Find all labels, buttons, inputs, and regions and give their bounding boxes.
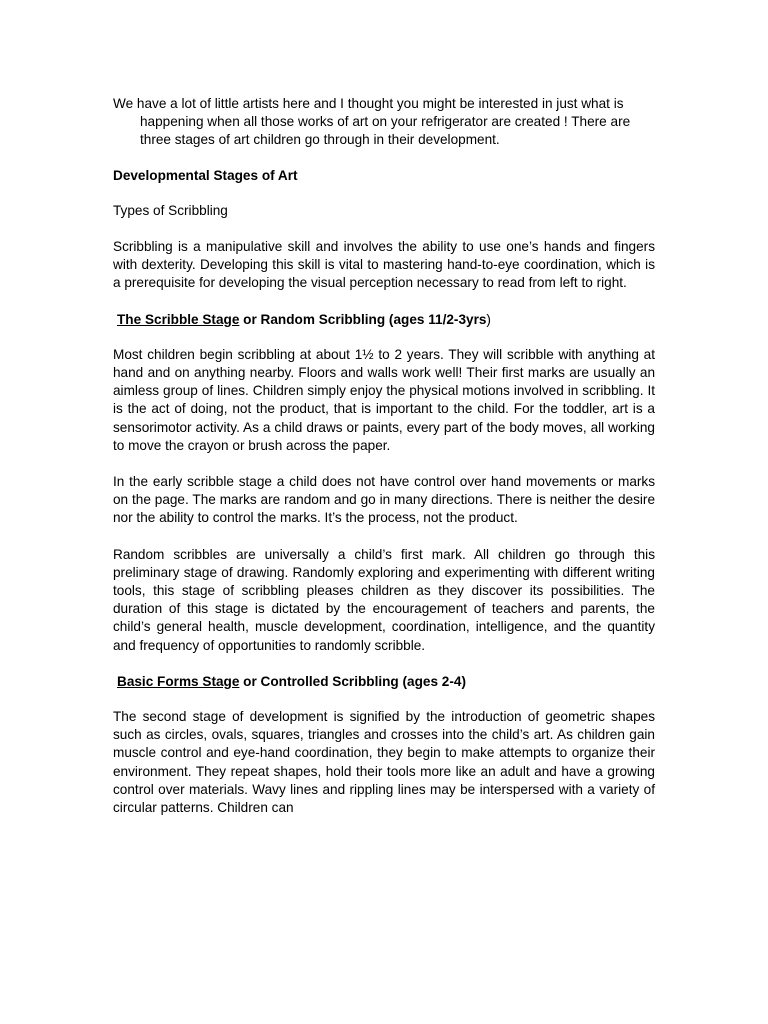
stage1-heading-rest: or Random Scribbling (ages 11/2-3yrs bbox=[239, 311, 487, 327]
stage2-heading bbox=[113, 673, 655, 691]
stage1-paragraph-3: Random scribbles are universally a child’s first mark. All children go through this preliminary stage of drawing. Randomly exploring and experimenting with different writing tools, this stage of scribbling pleases children as they discover its possibilities. The duration of this stage is dictated by the encouragement of teachers and parents, the child’s general health, muscle development, coordination, intelligence, and the quantity and frequency of opportunities to randomly scribble. bbox=[113, 546, 655, 653]
stage1-paragraph-2: In the early scribble stage a child does not have control over hand movements or marks on the page. The marks are random and go in many directions. There is neither the desire nor the ability to control the marks. It’s the process, not the product. bbox=[113, 474, 655, 526]
document-subtitle: Types of Scribbling bbox=[113, 202, 228, 218]
scribbling-paragraph: Scribbling is a manipulative skill and involves the ability to use one’s hands and fingers with dexterity. Developing this skill is vital to mastering hand-to-eye coordination, which is a prerequisite for developing the visual perception necessary to read from left to right. bbox=[113, 239, 655, 291]
stage1-heading bbox=[113, 311, 655, 329]
stage1-heading-close: ) bbox=[486, 311, 491, 327]
intro-paragraph: We have a lot of little artists here and I thought you might be interested in just what is happening when all those works of art on your refrigerator are created ! There are three stages of art children go through in their development. bbox=[113, 96, 631, 148]
stage2-heading-rest: or Controlled Scribbling (ages 2-4) bbox=[239, 673, 466, 689]
stage2-name: Basic Forms Stage bbox=[117, 673, 240, 689]
stage1-name: The Scribble Stage bbox=[117, 311, 240, 327]
document-title: Developmental Stages of Art bbox=[113, 167, 298, 183]
stage1-paragraph-1: Most children begin scribbling at about 1½ to 2 years. They will scribble with anything at hand and on anything nearby. Floors and walls work well! Their first marks are usually an aimless group of lines. Children simply enjoy the physical motions involved in scribbling. It is the act of doing, not the product, that is important to the child. For the toddler, art is a sensorimotor activity. As a child draws or paints, every part of the body moves, all working to move the crayon or brush across the paper. bbox=[113, 346, 655, 453]
stage2-paragraph-1: The second stage of development is signified by the introduction of geometric shapes such as circles, ovals, squares, triangles and crosses into the child’s art. As children gain muscle control and eye-hand coordination, they begin to make attempts to organize their environment. They repeat shapes, hold their tools more like an adult and have a growing control over materials. Wavy lines and rippling lines may be interspersed with a variety of circular patterns. Children can bbox=[113, 709, 655, 816]
